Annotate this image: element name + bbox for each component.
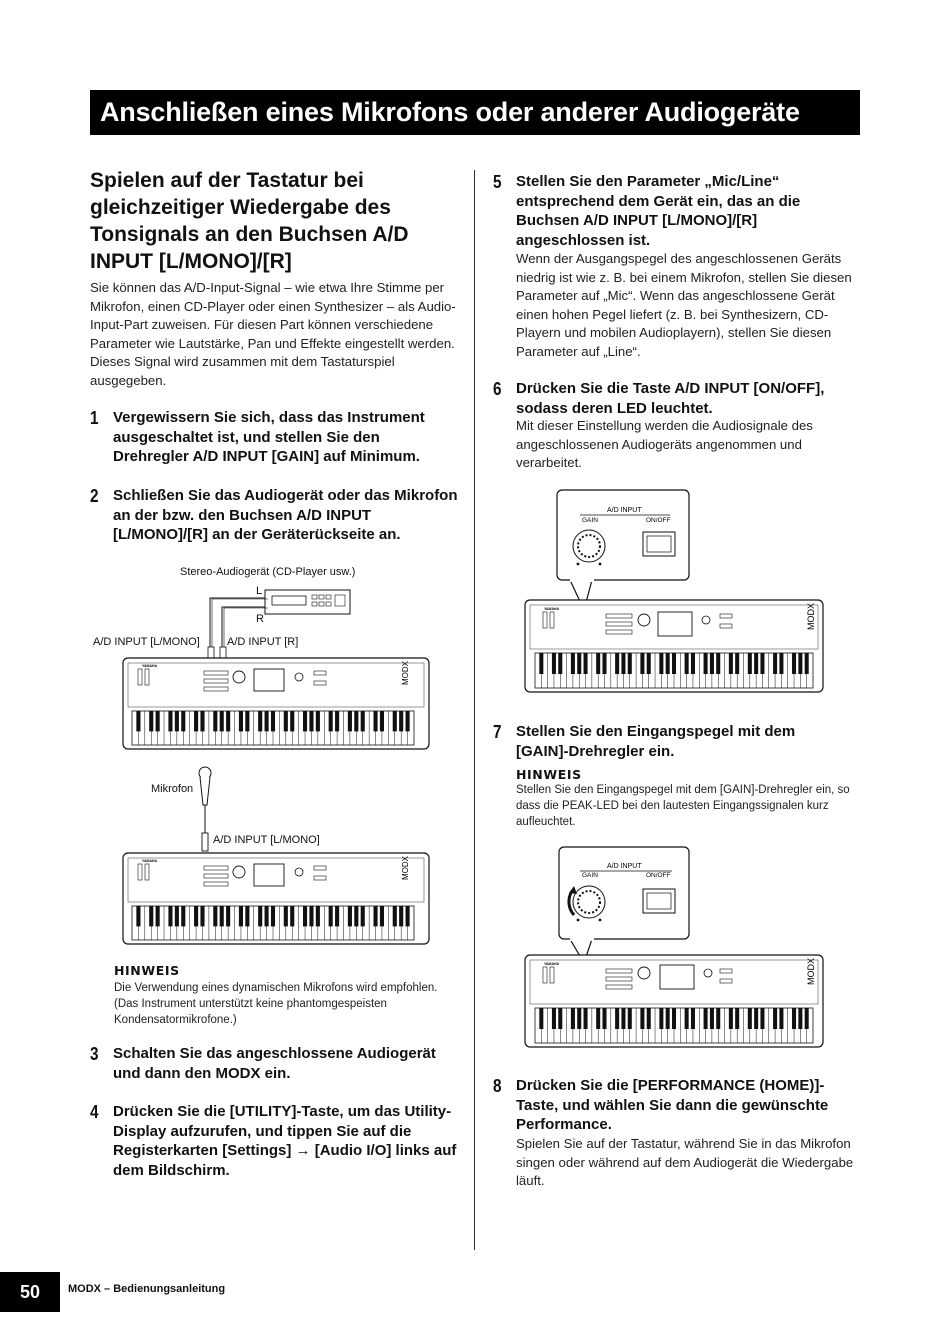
- panel-title: A/D INPUT: [607, 863, 642, 870]
- model-label: MODX: [806, 603, 816, 630]
- jack-l-label: L: [256, 585, 263, 597]
- note-label-gain: HINWEIS: [516, 767, 582, 782]
- note-text-mic: Die Verwendung eines dynamischen Mikrofons wird empfohlen. (Das Instrument unterstützt keine phantomgespeisten Kondensatormikrofone.): [114, 982, 438, 1026]
- step-number: 2: [90, 486, 99, 506]
- note-text-gain: Stellen Sie den Eingangspegel mit dem [GAIN]-Drehregler ein, so dass die PEAK-LED bei den lautesten Eingangssignalen kurz aufleuchtet.: [516, 784, 850, 828]
- step-number: 5: [493, 172, 502, 192]
- page-banner: Anschließen eines Mikrofons oder anderer Audiogeräte: [90, 90, 860, 135]
- step-heading: Drücken Sie die [UTILITY]-Taste, um das Utility-Display aufzurufen, und tippen Sie auf die Registerkarten [Settings] → [Audio I/O] links auf dem Bildschirm.: [113, 1103, 457, 1179]
- cd-player-cable-drawing: [200, 585, 360, 665]
- note-label-mic: HINWEIS: [114, 963, 180, 978]
- step-heading: Schließen Sie das Audiogerät oder das Mikrofon an der bzw. den Buchsen A/D INPUT [L/MONO]/[R] an der Geräterückseite an.: [113, 487, 458, 543]
- page-number: 50: [0, 1272, 60, 1312]
- step-number: 6: [493, 379, 502, 399]
- onoff-label: ON/OFF: [646, 517, 671, 524]
- gain-label: GAIN: [582, 872, 598, 879]
- mic-label: Mikrofon: [151, 783, 194, 795]
- jack-r-label: R: [256, 613, 264, 625]
- keyboard-illustration-1: [122, 657, 432, 751]
- stereo-device-label: Stereo-Audiogerät (CD-Player usw.): [180, 566, 356, 578]
- step-body: Spielen Sie auf der Tastatur, während Sie in das Mikrofon singen oder während auf dem Audiogerät die Wiedergabe läuft.: [516, 1136, 854, 1188]
- brand-label: YAMAHA: [544, 607, 560, 611]
- step-heading: Drücken Sie die Taste A/D INPUT [ON/OFF], sodass deren LED leuchtet.: [516, 380, 825, 417]
- section-title: Spielen auf der Tastatur bei gleichzeitiger Wiedergabe des Tonsignals an den Buchsen A/D INPUT [L/MONO]/[R]: [90, 169, 409, 273]
- brand-label: YAMAHA: [142, 664, 158, 668]
- step-number: 8: [493, 1076, 502, 1096]
- step-number: 3: [90, 1044, 99, 1064]
- keyboard-illustration-2: [122, 852, 432, 946]
- model-label: MODX: [401, 856, 410, 880]
- step-number: 7: [493, 722, 502, 742]
- model-label: MODX: [806, 958, 816, 985]
- step-number: 4: [90, 1102, 99, 1122]
- step-body: Wenn der Ausgangspegel des angeschlossenen Geräts niedrig ist wie z. B. bei einem Mikrofon, stellen Sie diesen Parameter auf „Mic“. Wenn das angeschlossene Gerät einen hohen Pegel liefert (z. B. bei Synthesizern, CD-Playern und mobilen Audioplayern), stellen Sie diesen Parameter auf „Line“.: [516, 251, 852, 359]
- brand-label: YAMAHA: [142, 859, 158, 863]
- gain-label: GAIN: [582, 517, 598, 524]
- step-heading: Stellen Sie den Eingangspegel mit dem [GAIN]-Drehregler ein.: [516, 723, 796, 760]
- intro-text: Sie können das A/D-Input-Signal – wie etwa Ihre Stimme per Mikrofon, einen CD-Player oder einen Synthesizer – als Audio-Input-Part zuweisen. Für diesen Part können verschiedene Parameter wie Lautstärke, Pan und Effekte eingestellt werden. Dieses Signal wird zusammen mit dem Tastaturspiel ausgegeben.: [90, 280, 456, 388]
- step-heading: Schalten Sie das angeschlossene Audiogerät und dann den MODX ein.: [113, 1045, 436, 1082]
- onoff-panel-figure: [520, 488, 830, 698]
- panel-title: A/D INPUT: [607, 507, 642, 514]
- step-heading: Stellen Sie den Parameter „Mic/Line“ entsprechend dem Gerät ein, das an die Buchsen A/D INPUT [L/MONO]/[R] angeschlossen ist.: [516, 173, 801, 249]
- brand-label: YAMAHA: [544, 962, 560, 966]
- gain-panel-figure: [522, 845, 832, 1050]
- mic-input-label: A/D INPUT [L/MONO]: [213, 834, 320, 846]
- input-r-label: A/D INPUT [R]: [227, 636, 299, 648]
- input-l-label: A/D INPUT [L/MONO]: [93, 636, 200, 648]
- step-heading: Vergewissern Sie sich, dass das Instrument ausgeschaltet ist, und stellen Sie den Drehregler A/D INPUT [GAIN] auf Minimum.: [113, 409, 425, 465]
- step-heading: Drücken Sie die [PERFORMANCE (HOME)]-Taste, und wählen Sie dann die gewünschte Performance.: [516, 1077, 829, 1133]
- model-label: MODX: [401, 661, 410, 685]
- onoff-label: ON/OFF: [646, 872, 671, 879]
- column-divider: [474, 170, 475, 1250]
- step-body: Mit dieser Einstellung werden die Audiosignale des angeschlossenen Audiogeräts angenommen und verarbeitet.: [516, 418, 813, 470]
- step-number: 1: [90, 408, 99, 428]
- footer-title: MODX – Bedienungsanleitung: [68, 1283, 226, 1295]
